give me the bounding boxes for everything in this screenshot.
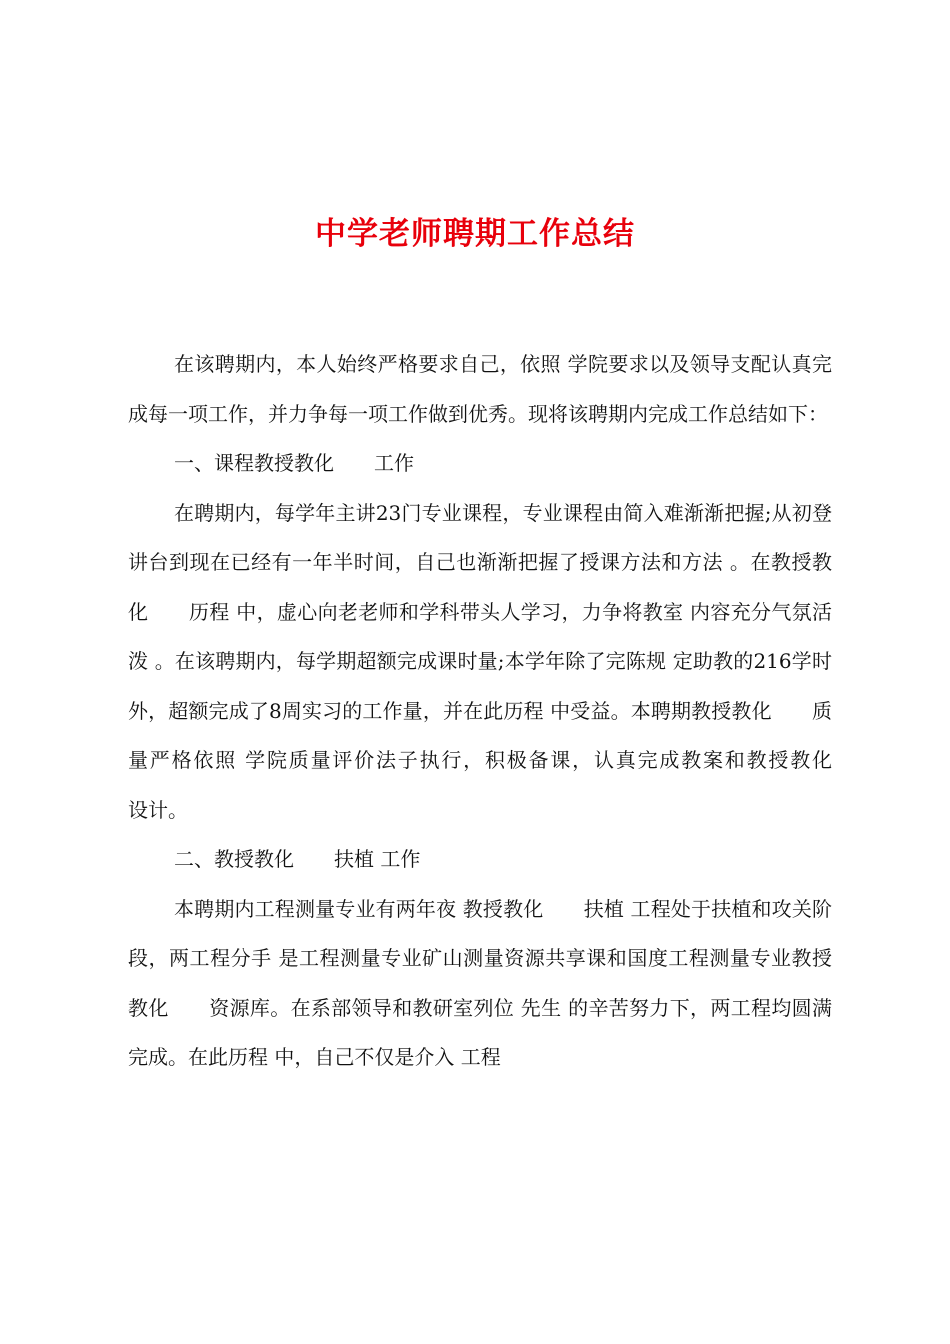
section-heading-construction: 二、教授教化 扶植 工作: [174, 847, 421, 871]
section-heading-teaching: 一、课程教授教化 工作: [174, 451, 414, 475]
document-body: [128, 340, 872, 1083]
document-title: 中学老师聘期工作总结: [315, 216, 635, 252]
intro-paragraph: 在该聘期内，本人始终严格要求自己，依照 学院要求以及领导支配认真完成每一项工作，并力争每一项工作做到优秀。现将该聘期内完成工作总结如下：: [128, 352, 832, 426]
construction-paragraph: 本聘期内工程测量专业有两年夜 教授教化 扶植 工程处于扶植和攻关阶段，两工程分手 是工程测量专业矿山测量资源共享课和国度工程测量专业教授教化 资源库。在系部领导和教研室列位 先生 的辛苦努力下，两工程均圆满完成。在此历程 中，自己不仅是介入 工程: [128, 896, 832, 1069]
teaching-paragraph: 在聘期内，每学年主讲23门专业课程，专业课程由简入难渐渐把握;从初登讲台到现在已经有一年半时间，自己也渐渐把握了授课方法和方法 。在教授教化 历程 中，虚心向老老师和学科带头人学习，力争将教室 内容充分气氛活泼 。在该聘期内，每学期超额完成课时量;本学年除了完陈规 定助教的216学时外，超额完成了8周实习的工作量，并在此历程 中受益。本聘期教授教化 质量严格依照 学院质量评价法子执行，积极备课，认真完成教案和教授教化 设计。: [128, 500, 872, 822]
